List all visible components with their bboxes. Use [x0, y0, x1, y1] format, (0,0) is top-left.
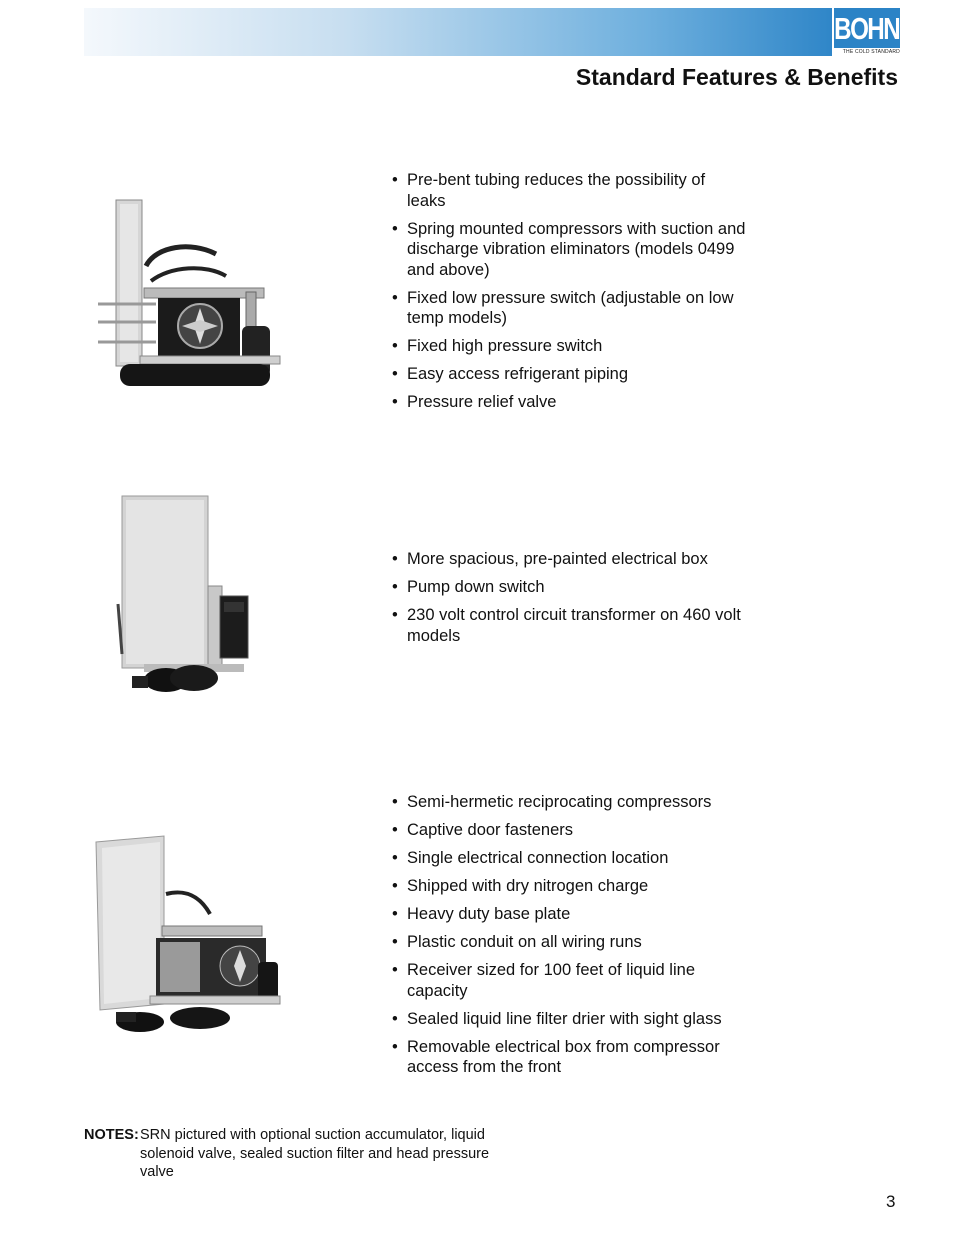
list-item: • Pressure relief valve	[392, 392, 747, 413]
logo-box	[834, 8, 900, 48]
list-item: • 230 volt control circuit transformer on 460 volt models	[392, 605, 747, 646]
page-title: Standard Features & Benefits	[575, 64, 898, 90]
list-item: • Removable electrical box from compressor access from the front	[392, 1037, 747, 1078]
condensing-unit-photo-3	[90, 834, 286, 1034]
list-item: • Semi-hermetic reciprocating compressors	[392, 792, 747, 813]
list-item: • Captive door fasteners	[392, 820, 747, 841]
condensing-unit-photo-2	[114, 494, 254, 696]
list-item: • Pre-bent tubing reduces the possibility of leaks	[392, 170, 747, 211]
feature-list-2	[392, 549, 747, 654]
list-item: • Easy access refrigerant piping	[392, 364, 747, 385]
list-item: • Fixed low pressure switch (adjustable on low temp models)	[392, 288, 747, 329]
list-item: • Shipped with dry nitrogen charge	[392, 876, 747, 897]
feature-list-1	[392, 170, 747, 420]
list-item: • Heavy duty base plate	[392, 904, 747, 925]
logo-text: BOHN	[834, 10, 900, 46]
list-item: • Sealed liquid line filter drier with sight glass	[392, 1009, 747, 1030]
list-item: • Plastic conduit on all wiring runs	[392, 932, 747, 953]
list-item: • Pump down switch	[392, 577, 747, 598]
page-number: 3	[886, 1192, 896, 1211]
logo-tagline: THE COLD STANDARD	[842, 49, 900, 55]
list-item: • Single electrical connection location	[392, 848, 747, 869]
notes-text: SRN pictured with optional suction accumulator, liquid solenoid valve, sealed suction filter and head pressure valve	[140, 1127, 490, 1180]
bohn-logo	[834, 8, 900, 56]
notes-label: NOTES:	[84, 1127, 139, 1143]
list-item: • Receiver sized for 100 feet of liquid line capacity	[392, 960, 747, 1001]
feature-list-3	[392, 792, 747, 1085]
condensing-unit-photo-1	[96, 196, 286, 392]
list-item: • Fixed high pressure switch	[392, 336, 747, 357]
header-gradient-bar	[84, 8, 832, 56]
list-item: • More spacious, pre-painted electrical box	[392, 549, 747, 570]
list-item: • Spring mounted compressors with suction and discharge vibration eliminators (models 0499 and above)	[392, 219, 747, 281]
